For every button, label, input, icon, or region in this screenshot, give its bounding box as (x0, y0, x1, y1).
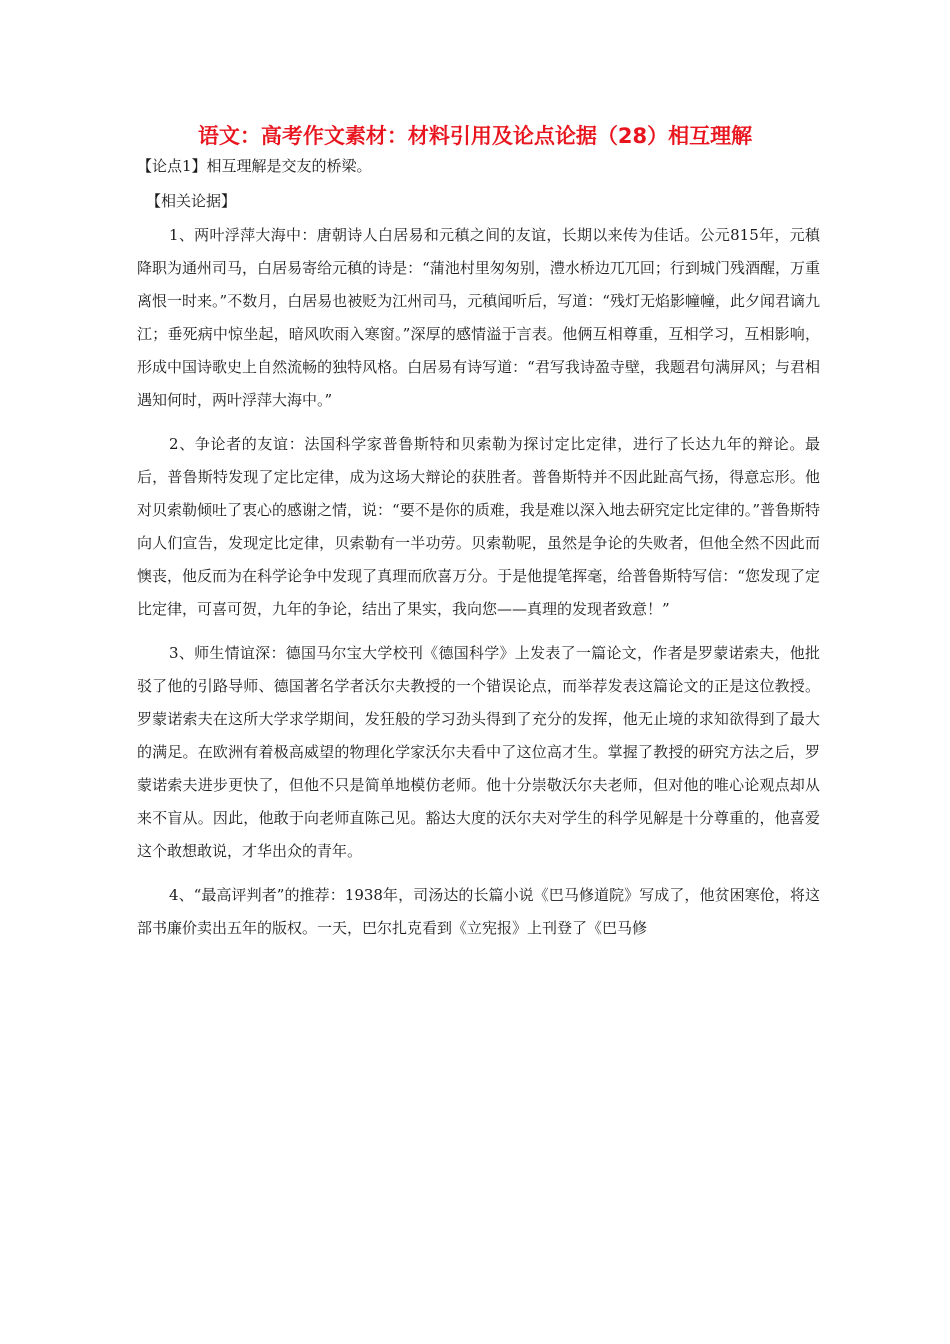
paragraph-4: 4、“最高评判者”的推荐：1938年，司汤达的长篇小说《巴马修道院》写成了，他贫困寒伧，将这部书廉价卖出五年的版权。一天，巴尔扎克看到《立宪报》上刊登了《巴马修 (137, 886, 820, 937)
evidence-heading: 【相关论据】 (146, 192, 237, 210)
paragraph-3: 3、师生情谊深：德国马尔宝大学校刊《德国科学》上发表了一篇论文，作者是罗蒙诺索夫，他批驳了他的引路导师、德国著名学者沃尔夫教授的一个错误论点，而举荐发表这篇论文的正是这位教授。罗蒙诺索夫在这所大学求学期间，发狂般的学习劲头得到了充分的发挥，他无止境的求知欲得到了最大的满足。在欧洲有着极高威望的物理化学家沃尔夫看中了这位高才生。掌握了教授的研究方法之后，罗蒙诺索夫进步更快了，但他不只是简单地模仿老师。他十分崇敬沃尔夫老师，但对他的唯心论观点却从来不盲从。因此，他敢于向老师直陈己见。豁达大度的沃尔夫对学生的科学见解是十分尊重的，他喜爱这个敢想敢说，才华出众的青年。 (137, 644, 820, 860)
document-body (137, 219, 820, 945)
paragraph-1: 1、两叶浮萍大海中：唐朝诗人白居易和元稹之间的友谊，长期以来传为佳话。公元815年，元稹降职为通州司马，白居易寄给元稹的诗是：“蒲池村里匆匆别，澧水桥边兀兀回；行到城门残酒醒，万重离恨一时来。”不数月，白居易也被贬为江州司马，元稹闻听后，写道：“残灯无焰影幢幢，此夕闻君谪九江；垂死病中惊坐起，暗风吹雨入寒窗。”深厚的感情溢于言表。他俩互相尊重，互相学习，互相影响，形成中国诗歌史上自然流畅的独特风格。白居易有诗写道：“君写我诗盈寺壁，我题君句满屏风；与君相遇知何时，两叶浮萍大海中。” (137, 226, 820, 409)
thesis-statement: 【论点1】相互理解是交友的桥梁。 (137, 157, 372, 175)
document-title: 语文：高考作文素材：材料引用及论点论据（28）相互理解 (197, 124, 753, 148)
paragraph-2: 2、争论者的友谊：法国科学家普鲁斯特和贝索勒为探讨定比定律，进行了长达九年的辩论。最后，普鲁斯特发现了定比定律，成为这场大辩论的获胜者。普鲁斯特并不因此趾高气扬，得意忘形。他对贝索勒倾吐了衷心的感谢之情，说：“要不是你的质难，我是难以深入地去研究定比定律的。”普鲁斯特向人们宣告，发现定比定律，贝索勒有一半功劳。贝索勒呢，虽然是争论的失败者，但他全然不因此而懊丧，他反而为在科学论争中发现了真理而欣喜万分。于是他提笔挥毫，给普鲁斯特写信：“您发现了定比定律，可喜可贺，九年的争论，结出了果实，我向您——真理的发现者致意！” (137, 435, 820, 618)
